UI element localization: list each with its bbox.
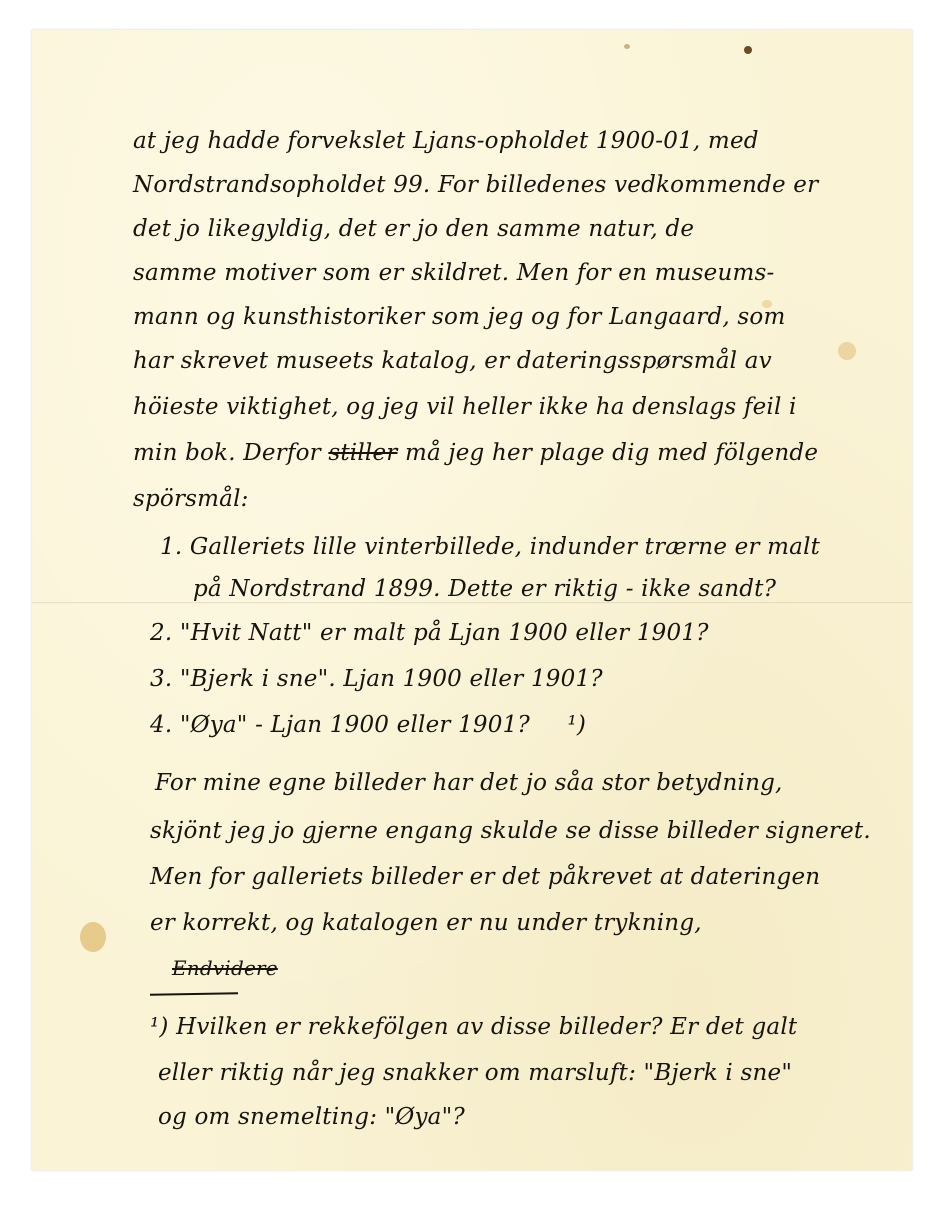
letter-line: at jeg hadde forvekslet Ljans-opholdet 1900-01, med [133, 128, 759, 154]
footnote-line: eller riktig når jeg snakker om marsluft: "Bjerk i sne" [158, 1060, 793, 1086]
question-4 [150, 712, 586, 738]
letter-line: For mine egne billeder har det jo såa stor betydning, [155, 770, 783, 796]
question-3: 3. "Bjerk i sne". Ljan 1900 eller 1901? [150, 666, 603, 692]
letter-text: må jeg her plage dig med fölgende [404, 440, 819, 466]
struck-heading: Endvidere [172, 956, 278, 980]
stain [624, 44, 630, 49]
letter-text: min bok. Derfor [133, 440, 321, 466]
footnote-mark: ¹) [567, 712, 587, 738]
letter-text: Hvilken er rekkefölgen av disse billeder? Er det galt [176, 1014, 798, 1040]
question-1: 1. Galleriets lille vinterbillede, indunder trærne er malt [160, 534, 821, 560]
letter-line: höieste viktighet, og jeg vil heller ikke ha denslags feil i [133, 394, 797, 420]
fold-crease [32, 602, 912, 604]
letter-line: skjönt jeg jo gjerne engang skulde se disse billeder signeret. [150, 818, 871, 844]
ink-spot [744, 46, 752, 54]
footnote-mark: ¹) [150, 1014, 169, 1040]
letter-line: Nordstrandsopholdet 99. For billedenes vedkommende er [133, 172, 819, 198]
stain [80, 922, 106, 952]
question-2: 2. "Hvit Natt" er malt på Ljan 1900 eller 1901? [150, 620, 709, 646]
letter-text: 4. "Øya" - Ljan 1900 eller 1901? [150, 712, 530, 738]
struck-word: stiller [328, 440, 398, 466]
letter-line: mann og kunsthistoriker som jeg og for Langaard, som [133, 304, 786, 330]
stain [838, 342, 856, 360]
letter-line: spörsmål: [133, 486, 249, 512]
letter-line: det jo likegyldig, det er jo den samme natur, de [133, 216, 695, 242]
question-1-continued: på Nordstrand 1899. Dette er riktig - ikke sandt? [193, 576, 777, 602]
footnote-line [150, 1014, 797, 1040]
letter-line: Men for galleriets billeder er det påkrevet at dateringen [150, 864, 821, 890]
footnote-line: og om snemelting: "Øya"? [158, 1104, 465, 1130]
letter-line [133, 440, 818, 466]
letter-line: har skrevet museets katalog, er dateringsspørsmål av [133, 348, 772, 374]
letter-line: samme motiver som er skildret. Men for en museums- [133, 260, 775, 286]
letter-line: er korrekt, og katalogen er nu under trykning, [150, 910, 702, 936]
